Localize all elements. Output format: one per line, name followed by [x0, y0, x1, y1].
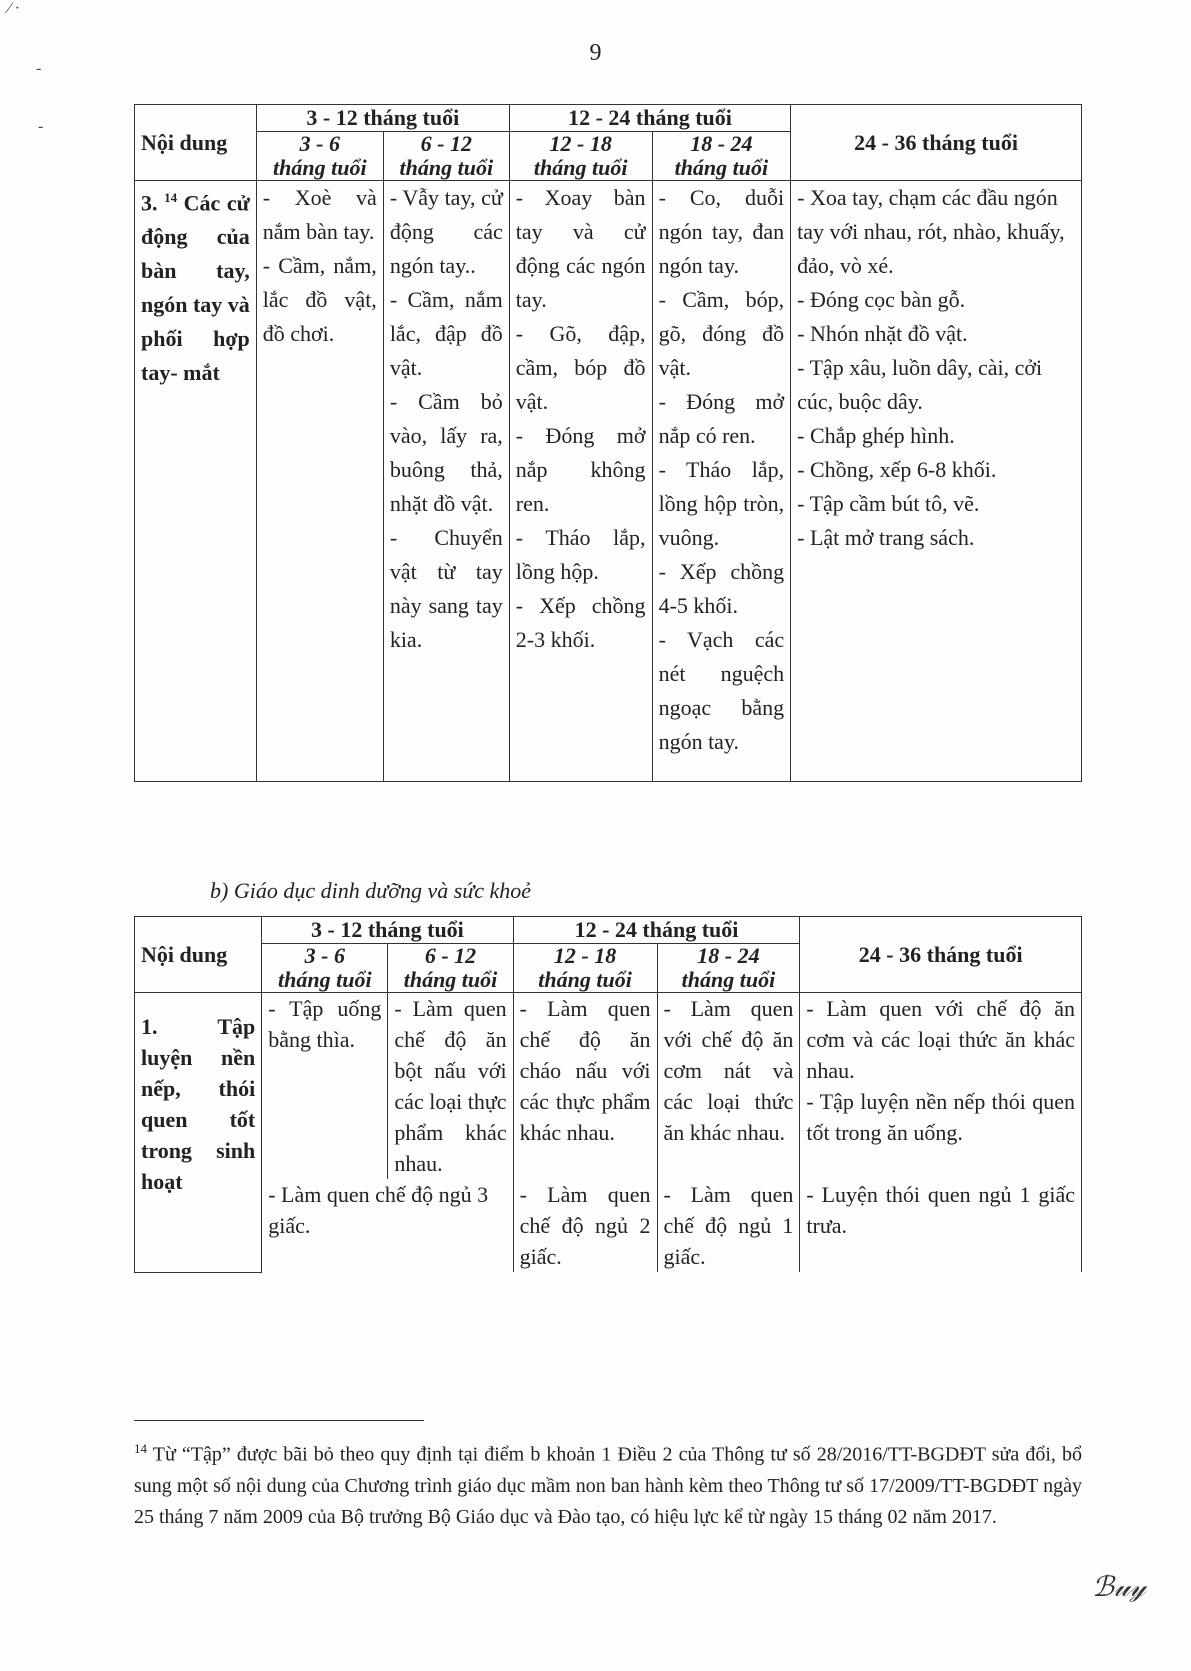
header-12-24-months: 12 - 24 tháng tuổi [513, 917, 800, 944]
table-header-row [135, 105, 1082, 132]
subheader-18-24: 18 - 24 tháng tuổi [652, 132, 791, 181]
cell-sleep-12-18: - Làm quen chế độ ngủ 2 giấc. [513, 1179, 657, 1272]
header-content: Nội dung [135, 105, 257, 181]
table-header-row [135, 917, 1082, 944]
footnote-number: 14 [134, 1441, 147, 1456]
table-row [135, 993, 1082, 1180]
cell-eat-24-36: - Làm quen với chế độ ăn cơm và các loại thức ăn khác nhau. - Tập luyện nền nếp thói quen tốt trong ăn uống. [800, 993, 1082, 1180]
row-title: 1. Tập luyện nền nếp, thói quen tốt trong sinh hoạt [135, 993, 262, 1273]
cell-3-6: - Xoè và nắm bàn tay. - Cầm, nắm, lắc đồ vật, đồ chơi. [256, 181, 383, 782]
page-number: 9 [589, 40, 602, 66]
nutrition-health-table [134, 916, 1082, 1273]
header-content: Nội dung [135, 917, 262, 993]
handwritten-initials: ℬ𝓊𝓎 [1092, 1570, 1147, 1603]
row-title: 3. $^{14}$ Các cử động của bàn tay, ngón tay và phối hợp tay- mắt [135, 181, 257, 782]
cell-18-24: - Co, duỗi ngón tay, đan ngón tay. - Cầm, bóp, gõ, đóng đồ vật. - Đóng mở nắp có ren. - Tháo lắp, lồng hộp tròn, vuông. - Xếp chồng 4-5 khối. - Vạch các nét nguệch ngoạc bằng ngón tay. [652, 181, 791, 782]
subheader-12-18: 12 - 18 tháng tuổi [513, 944, 657, 993]
cell-eat-3-6: - Tập uống bằng thìa. [262, 993, 388, 1180]
table-row [135, 181, 1082, 782]
scan-mark: ⁄ · [8, 0, 20, 17]
header-24-36-months: 24 - 36 tháng tuổi [791, 105, 1082, 181]
scan-mark: - [38, 118, 44, 135]
cell-sleep-24-36: - Luyện thói quen ngủ 1 giấc trưa. [800, 1179, 1082, 1272]
header-3-12-months: 3 - 12 tháng tuổi [256, 105, 509, 132]
footnote-divider [134, 1420, 424, 1421]
subheader-12-18: 12 - 18 tháng tuổi [509, 132, 652, 181]
scan-mark: - [36, 60, 42, 77]
cell-eat-18-24: - Làm quen với chế độ ăn cơm nát và các loại thức ăn khác nhau. [657, 993, 800, 1180]
subheader-18-24: 18 - 24 tháng tuổi [657, 944, 800, 993]
cell-24-36: - Xoa tay, chạm các đầu ngón tay với nhau, rót, nhào, khuấy, đảo, vò xé. - Đóng cọc bàn gỗ. - Nhón nhặt đồ vật. - Tập xâu, luồn dây, cài, cởi cúc, buộc dây. - Chắp ghép hình. - Chồng, xếp 6-8 khối. - Tập cầm bút tô, vẽ. - Lật mở trang sách. [791, 181, 1082, 782]
subheader-3-6: 3 - 6 tháng tuổi [256, 132, 383, 181]
subheader-3-6: 3 - 6 tháng tuổi [262, 944, 388, 993]
header-3-12-months: 3 - 12 tháng tuổi [262, 917, 513, 944]
cell-6-12: - Vẫy tay, cử động các ngón tay.. - Cầm, nắm lắc, đập đồ vật. - Cầm bỏ vào, lấy ra, buông thả, nhặt đồ vật. - Chuyển vật từ tay này sang tay kia. [383, 181, 509, 782]
header-24-36-months: 24 - 36 tháng tuổi [800, 917, 1082, 993]
cell-eat-12-18: - Làm quen chế độ ăn cháo nấu với các thực phẩm khác nhau. [513, 993, 657, 1180]
footnote [134, 1433, 1082, 1533]
table-row [135, 1179, 1082, 1272]
footnote-text: Từ “Tập” được bãi bỏ theo quy định tại điểm b khoản 1 Điều 2 của Thông tư số 28/2016/TT-BGDĐT sửa đổi, bổ sung một số nội dung của Chương trình giáo dục mầm non ban hành kèm theo Thông tư số 17/2009/TT-BGDĐT ngày 25 tháng 7 năm 2009 của Bộ trưởng Bộ Giáo dục và Đào tạo, có hiệu lực kể từ ngày 15 tháng 02 năm 2017. [134, 1443, 1082, 1528]
motor-skills-table [134, 104, 1082, 782]
cell-eat-6-12: - Làm quen chế độ ăn bột nấu với các loại thực phẩm khác nhau. [388, 993, 513, 1180]
cell-sleep-18-24: - Làm quen chế độ ngủ 1 giấc. [657, 1179, 800, 1272]
header-12-24-months: 12 - 24 tháng tuổi [509, 105, 790, 132]
subheader-6-12: 6 - 12 tháng tuổi [388, 944, 513, 993]
cell-sleep-3-12: - Làm quen chế độ ngủ 3 giấc. [262, 1179, 513, 1272]
section-heading: b) Giáo dục dinh dưỡng và sức khoẻ [210, 878, 532, 903]
cell-12-18: - Xoay bàn tay và cử động các ngón tay. - Gõ, đập, cầm, bóp đồ vật. - Đóng mở nắp không ren. - Tháo lắp, lồng hộp. - Xếp chồng 2-3 khối. [509, 181, 652, 782]
subheader-6-12: 6 - 12 tháng tuổi [383, 132, 509, 181]
